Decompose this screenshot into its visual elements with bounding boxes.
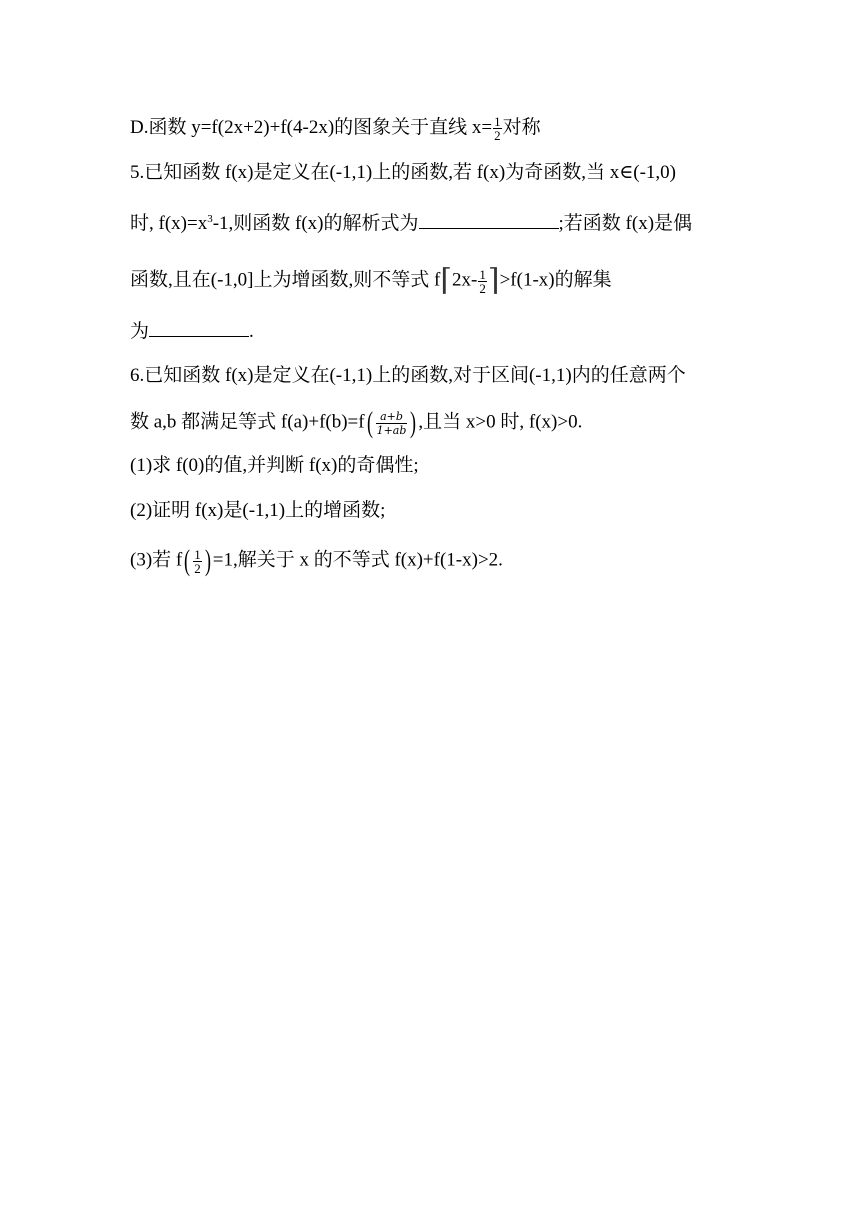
- fraction-denominator: 2: [194, 560, 201, 576]
- q5-text: >f(1-x)的解集: [499, 269, 612, 291]
- fraction-numerator: 1: [194, 546, 201, 562]
- q6-part3-fraction: [193, 548, 202, 575]
- option-d-line: [130, 115, 541, 142]
- q6-fraction: [376, 410, 408, 437]
- q6-text: (3)若 f: [130, 549, 183, 571]
- q5-line2: [130, 207, 692, 236]
- q5-line4: [130, 318, 254, 344]
- right-bracket: ⌉: [487, 264, 500, 297]
- right-paren: ): [410, 406, 417, 439]
- option-d-text: D.函数 y=f(2x+2)+f(4-2x)的图象关于直线 x=: [130, 116, 493, 138]
- q5-fraction: [478, 268, 487, 295]
- left-paren: (: [184, 544, 191, 577]
- q6-part2: (2)证明 f(x)是(-1,1)上的增函数;: [130, 500, 386, 521]
- option-d-text-end: 对称: [502, 116, 541, 138]
- right-paren: ): [204, 544, 211, 577]
- fraction-denominator: 1+ab: [376, 423, 407, 437]
- q5-text: .: [249, 321, 254, 342]
- fraction-numerator: 1: [479, 266, 486, 282]
- q6-line1: 6.已知函数 f(x)是定义在(-1,1)上的函数,对于区间(-1,1)内的任意两个: [130, 365, 686, 386]
- q6-text: 数 a,b 都满足等式 f(a)+f(b)=f: [130, 411, 365, 433]
- q5-text: ;若函数 f(x)是偶: [558, 213, 693, 234]
- q5-line1: 5.已知函数 f(x)是定义在(-1,1)上的函数,若 f(x)为奇函数,当 x∈(-1,0): [130, 162, 676, 183]
- q6-part3: [130, 546, 503, 576]
- q5-exponent: 3: [207, 213, 213, 225]
- q6-line2: [130, 408, 582, 438]
- q5-text: -1,则函数 f(x)的解析式为: [212, 213, 419, 234]
- fraction-numerator: 1: [494, 114, 501, 129]
- q5-text: 函数,且在(-1,0]上为增函数,则不等式 f: [130, 269, 441, 291]
- q5-text: 为: [130, 321, 150, 342]
- fraction-numerator: a+b: [376, 410, 408, 424]
- q5-answer-blank-2[interactable]: [149, 318, 249, 337]
- fraction-denominator: 2: [479, 280, 486, 296]
- q6-part1: (1)求 f(0)的值,并判断 f(x)的奇偶性;: [130, 455, 419, 476]
- q6-text: ,且当 x>0 时, f(x)>0.: [418, 411, 583, 433]
- q5-inner-expr: 2x-: [452, 269, 478, 291]
- q6-text: =1,解关于 x 的不等式 f(x)+f(1-x)>2.: [212, 549, 503, 571]
- option-d-fraction: [493, 115, 502, 142]
- left-bracket: ⌈: [440, 264, 453, 297]
- left-paren: (: [366, 406, 373, 439]
- fraction-denominator: 2: [494, 128, 501, 143]
- q5-line3: [130, 266, 612, 296]
- q5-text: 时, f(x)=x: [130, 213, 208, 234]
- q5-answer-blank-1[interactable]: [419, 210, 559, 229]
